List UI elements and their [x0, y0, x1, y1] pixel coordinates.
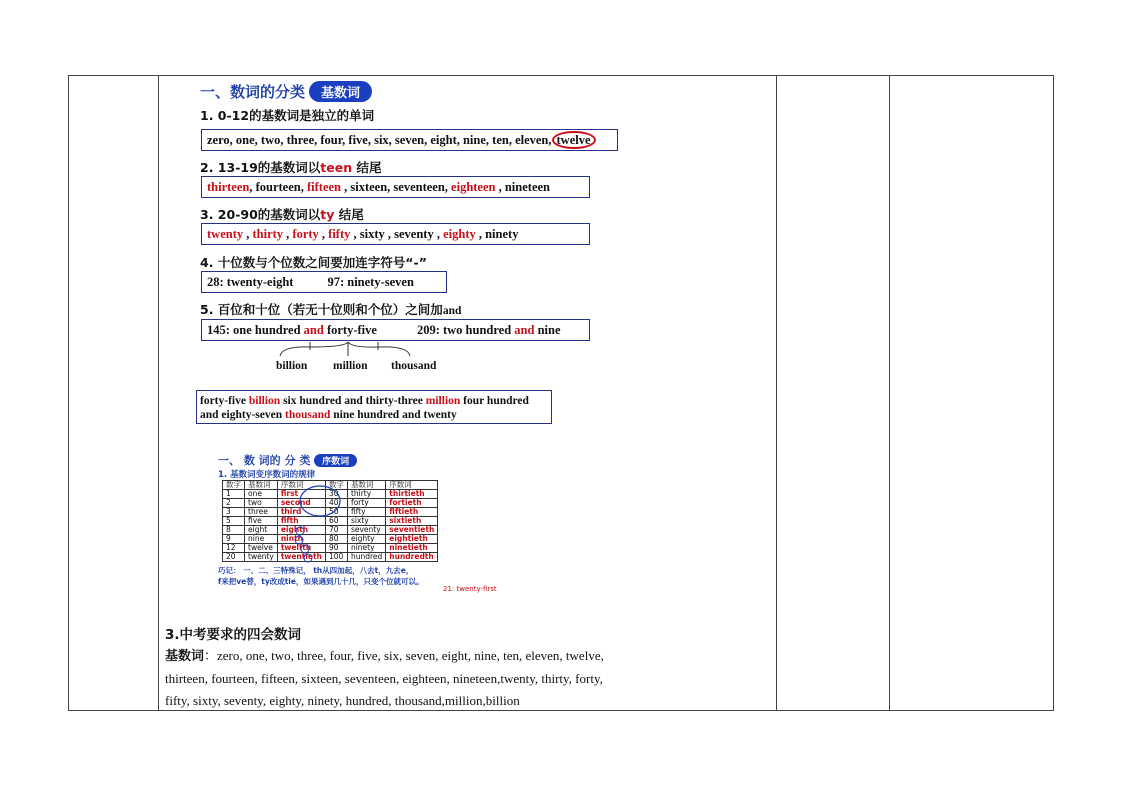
cardinal-label: 基数词: [165, 649, 205, 664]
and-example-highlight: and: [303, 323, 324, 337]
rule4-example-b: 97: ninety-seven: [327, 275, 414, 289]
rule2-title: [200, 158, 381, 176]
example-line-1: [200, 394, 548, 408]
large-number-example: [196, 390, 552, 424]
section-title: 一、数词的分类: [200, 83, 306, 101]
rule4-box: [201, 271, 447, 293]
table-cell: 1: [223, 490, 245, 499]
and-example-text: 209: two hundred: [416, 323, 515, 337]
mini-header: [218, 452, 538, 468]
example-seg-text: four hundred: [460, 395, 529, 407]
rule3-box: [201, 223, 590, 245]
ty-word-text: ,: [283, 227, 293, 241]
table-cell: 90: [325, 544, 347, 553]
cardinal-list-1: ：zero, one, two, three, four, five, six, seven, eight, nine, ten, eleven, twelve,: [204, 648, 604, 663]
ty-word-highlight: thirty: [252, 227, 284, 241]
table-cell: first: [277, 490, 325, 499]
table-cell: ninetieth: [386, 544, 438, 553]
mnemonic-line-2: f来把ve替，ty改成tie，如果遇到几十几，只变个位就可以。: [218, 577, 424, 586]
table-cell: 9: [223, 535, 245, 544]
label-billion: billion: [276, 360, 308, 372]
example-seg-text: six hundred and thirty-three: [280, 395, 426, 407]
section3-title: 3.中考要求的四会数词: [165, 627, 302, 643]
section-header: [200, 81, 372, 102]
section3-line-2: thirteen, fourteen, fifteen, sixteen, seventeen, eighteen, nineteen,twenty, thirty, forty,: [165, 671, 603, 686]
table-cell: 12: [223, 544, 245, 553]
ordinal-pill: 序数词: [314, 454, 357, 467]
table-cell: sixtieth: [386, 517, 438, 526]
example-seg-highlight: million: [425, 395, 461, 407]
table-cell: eight: [245, 526, 278, 535]
rule3-title-a: 3. 20-90的基数词以: [200, 207, 321, 222]
ty-word-text: , ninety: [475, 227, 519, 241]
table-cell: fiftieth: [386, 508, 438, 517]
mnemonic-line-1: 巧记： 一、二、三特殊记， th从四加起，八去t，九去e，: [218, 566, 414, 575]
table-cell: one: [245, 490, 278, 499]
table-cell: twelve: [245, 544, 278, 553]
ordinal-column-header: 基数词: [347, 481, 385, 490]
table-cell: 50: [325, 508, 347, 517]
table-cell: seventy: [347, 526, 385, 535]
table-cell: hundredth: [386, 553, 438, 562]
rule2-box: [201, 176, 590, 198]
ordinal-column-header: 数字: [223, 481, 245, 490]
rule4-example-a: 28: twenty-eight: [207, 275, 294, 289]
ty-word-text: , sixty , seventy ,: [350, 227, 444, 241]
table-cell: 30: [325, 490, 347, 499]
table-cell: eighth: [277, 526, 325, 535]
teen-word-text: , fourteen,: [249, 180, 307, 194]
ordinal-column-header: 数字: [325, 481, 347, 490]
teen-word-text: , sixteen, seventeen,: [341, 180, 452, 194]
table-cell: 3: [223, 508, 245, 517]
example-seg-highlight: billion: [248, 395, 281, 407]
rule2-highlight: teen: [320, 160, 353, 175]
ty-word-highlight: fifty: [328, 227, 351, 241]
rule1-title: 1. 0-12的基数词是独立的单词: [200, 108, 375, 123]
column-divider: [158, 76, 159, 710]
circle-annotations: [294, 485, 344, 565]
rule3-highlight: ty: [320, 207, 335, 222]
ty-word-highlight: forty: [292, 227, 319, 241]
ordinal-reference-image: [218, 452, 538, 593]
table-cell: 70: [325, 526, 347, 535]
table-cell: seventieth: [386, 526, 438, 535]
rule5-title-a: 5. 百位和十位（若无十位则和个位）之间加: [200, 302, 443, 317]
ty-word-text: ,: [318, 227, 329, 241]
cardinal-pill: 基数词: [309, 81, 372, 102]
example-seg-text: forty-five: [200, 395, 249, 407]
table-cell: 80: [325, 535, 347, 544]
table-cell: 100: [325, 553, 347, 562]
rule1-text: zero, one, two, three, four, five, six, seven, eight, nine, ten, eleven,: [207, 133, 552, 147]
table-cell: fifth: [277, 517, 325, 526]
table-cell: second: [277, 499, 325, 508]
example-seg-highlight: thousand: [284, 409, 331, 421]
brace-diagram: [270, 340, 420, 362]
twelve-circled: twelve: [552, 131, 596, 149]
table-cell: 5: [223, 517, 245, 526]
table-cell: eightieth: [386, 535, 438, 544]
table-cell: hundred: [347, 553, 385, 562]
teen-word-text: , nineteen: [495, 180, 550, 194]
table-cell: ninth: [277, 535, 325, 544]
table-cell: ninety: [347, 544, 385, 553]
and-example-highlight: and: [514, 323, 535, 337]
section3-line-3: fifty, sixty, seventy, eighty, ninety, hundred, thousand,million,billion: [165, 693, 520, 708]
table-cell: twentieth: [277, 553, 325, 562]
column-divider: [776, 76, 777, 710]
table-cell: twenty: [245, 553, 278, 562]
rule5-title: [200, 300, 461, 318]
label-thousand: thousand: [391, 360, 437, 372]
ty-word-highlight: twenty: [207, 227, 244, 241]
example-seg-text: and eighty-seven: [200, 409, 285, 421]
table-cell: fortieth: [386, 499, 438, 508]
label-million: million: [333, 360, 368, 372]
table-cell: fifty: [347, 508, 385, 517]
table-cell: thirty: [347, 490, 385, 499]
teen-word-highlight: thirteen: [207, 180, 250, 194]
table-cell: third: [277, 508, 325, 517]
table-cell: thirtieth: [386, 490, 438, 499]
table-cell: three: [245, 508, 278, 517]
column-divider: [889, 76, 890, 710]
rule2-title-b: 结尾: [352, 160, 382, 175]
and-example-text: forty-five: [323, 323, 377, 337]
table-cell: eighty: [347, 535, 385, 544]
rule4-title: 4. 十位数与个位数之间要加连字符号“-”: [200, 255, 427, 270]
table-cell: sixty: [347, 517, 385, 526]
ty-word-highlight: eighty: [443, 227, 476, 241]
mini-subtitle: 1. 基数词变序数词的规律: [218, 470, 316, 480]
table-cell: forty: [347, 499, 385, 508]
table-cell: two: [245, 499, 278, 508]
rule2-title-a: 2. 13-19的基数词以: [200, 160, 321, 175]
example-seg-text: nine hundred and twenty: [330, 409, 457, 421]
teen-word-highlight: fifteen: [306, 180, 341, 194]
rule1-box: [201, 129, 618, 151]
ordinal-column-header: 序数词: [386, 481, 438, 490]
table-cell: 8: [223, 526, 245, 535]
example-line-2: [200, 408, 548, 422]
table-cell: twelfth: [277, 544, 325, 553]
rule3-title-b: 结尾: [334, 207, 364, 222]
table-cell: nine: [245, 535, 278, 544]
rule5-box: [201, 319, 590, 341]
table-cell: 60: [325, 517, 347, 526]
table-cell: 20: [223, 553, 245, 562]
ordinal-column-header: 基数词: [245, 481, 278, 490]
table-cell: five: [245, 517, 278, 526]
and-example-text: 145: one hundred: [207, 323, 304, 337]
mnemonic-example: 21: twenty-first: [443, 585, 497, 593]
table-cell: 2: [223, 499, 245, 508]
ordinal-column-header: 序数词: [277, 481, 325, 490]
table-cell: 40: [325, 499, 347, 508]
and-example-text: nine: [534, 323, 561, 337]
ty-word-text: ,: [243, 227, 253, 241]
teen-word-highlight: eighteen: [451, 180, 496, 194]
rule5-title-b: and: [442, 305, 462, 317]
mini-title: 一、 数 词的 分 类: [218, 454, 311, 467]
section3-line-1: [165, 645, 604, 668]
rule3-title: [200, 205, 364, 223]
